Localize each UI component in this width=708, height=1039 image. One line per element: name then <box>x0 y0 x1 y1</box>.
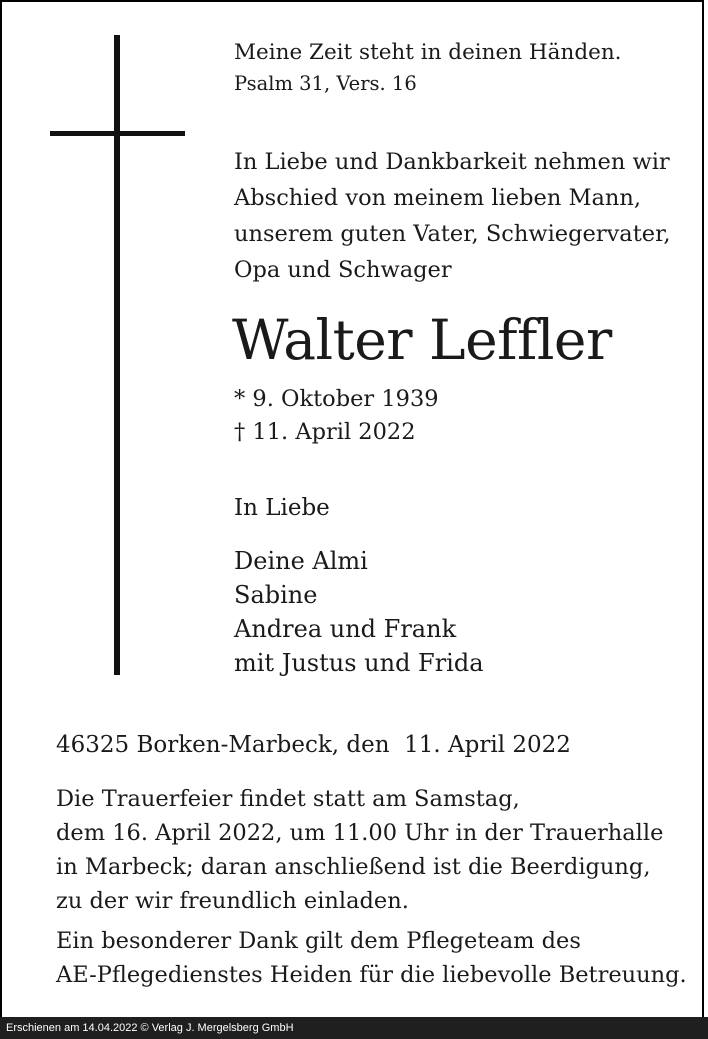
mourner-name: Deine Almi <box>234 547 368 575</box>
funeral-line: zu der wir freundlich einladen. <box>56 888 409 914</box>
intro-line: unserem guten Vater, Schwiegervater, <box>234 221 671 247</box>
thanks-note <box>56 924 687 992</box>
funeral-line: in Marbeck; daran anschließend ist die Beerdigung, <box>56 854 651 880</box>
thanks-line: Ein besonderer Dank gilt dem Pflegeteam des <box>56 928 581 954</box>
bible-verse: Meine Zeit steht in deinen Händen. <box>234 40 622 65</box>
funeral-line: Die Trauerfeier findet statt am Samstag, <box>56 786 520 812</box>
funeral-notice <box>56 782 663 918</box>
deceased-name: Walter Leffler <box>232 308 612 372</box>
publication-footer: Erschienen am 14.04.2022 © Verlag J. Mergelsberg GmbH <box>0 1017 708 1039</box>
bible-verse-reference: Psalm 31, Vers. 16 <box>234 72 417 95</box>
mourner-name: Andrea und Frank <box>234 615 457 643</box>
death-date: † 11. April 2022 <box>234 419 416 445</box>
mourner-list <box>234 544 484 680</box>
intro-text <box>234 144 671 288</box>
place-and-date: 46325 Borken-Marbeck, den 11. April 2022 <box>56 732 571 758</box>
intro-line: Opa und Schwager <box>234 257 452 283</box>
closing-phrase: In Liebe <box>234 495 330 521</box>
cross-icon-horizontal-bar <box>50 131 185 136</box>
intro-line: Abschied von meinem lieben Mann, <box>234 185 642 211</box>
mourner-name: Sabine <box>234 581 318 609</box>
life-dates <box>234 383 439 449</box>
funeral-line: dem 16. April 2022, um 11.00 Uhr in der Trauerhalle <box>56 820 664 846</box>
intro-line: In Liebe und Dankbarkeit nehmen wir <box>234 149 670 175</box>
thanks-line: AE-Pflegedienstes Heiden für die liebevolle Betreuung. <box>56 962 687 988</box>
mourner-name: mit Justus und Frida <box>234 649 484 677</box>
birth-date: * 9. Oktober 1939 <box>234 386 439 412</box>
